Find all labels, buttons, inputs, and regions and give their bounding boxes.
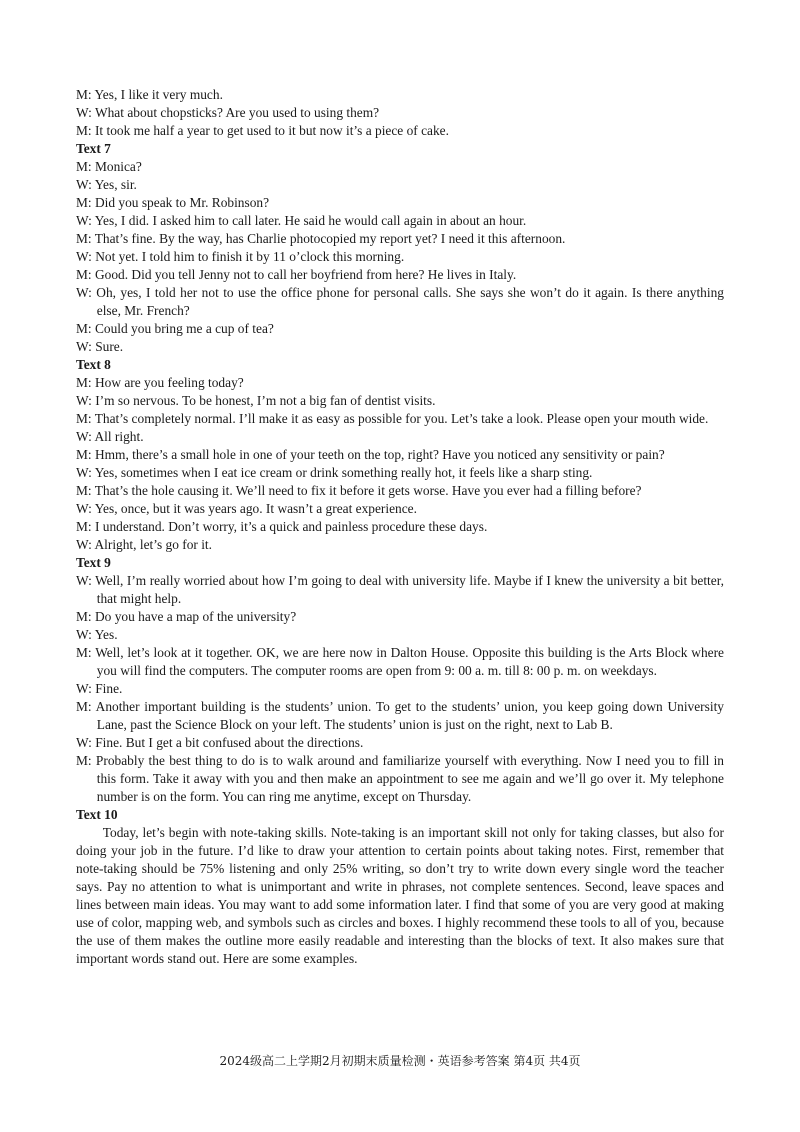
dialogue-line: M: I understand. Don’t worry, it’s a quick and painless procedure these days. (76, 519, 488, 534)
dialogue-line: M: Did you speak to Mr. Robinson? (76, 195, 270, 210)
document-body (76, 86, 724, 968)
dialogue-line: W: Alright, let’s go for it. (76, 537, 212, 552)
dialogue-line: W: Yes, sometimes when I eat ice cream or drink something really hot, it feels like a sharp sting. (76, 465, 593, 480)
dialogue-line: W: What about chopsticks? Are you used to using them? (76, 105, 380, 120)
section-heading-text-10: Text 10 (76, 807, 118, 822)
dialogue-line: W: Fine. (76, 681, 123, 696)
dialogue-line: M: Probably the best thing to do is to walk around and familiarize yourself with everything. Now I need you to fill in this form. Take it away with you and then make an appointment to see me again and we’ll go over it. My telephone number is on the form. You can ring me anytime, except on Thursday. (76, 753, 724, 804)
dialogue-line: M: Monica? (76, 159, 142, 174)
dialogue-line: W: Well, I’m really worried about how I’m going to deal with university life. Maybe if I knew the university a bit better, that might help. (76, 573, 724, 606)
dialogue-line: M: Could you bring me a cup of tea? (76, 321, 274, 336)
dialogue-line: M: Good. Did you tell Jenny not to call her boyfriend from here? He lives in Italy. (76, 267, 517, 282)
dialogue-line: M: Well, let’s look at it together. OK, we are here now in Dalton House. Opposite this building is the Arts Block where you will find the computers. The computer rooms are open from 9: 00 a. m. till 8: 00 p. m. on weekdays. (76, 645, 724, 678)
monologue-paragraph: Today, let’s begin with note-taking skills. Note-taking is an important skill not only for taking classes, but also for doing your job in the future. I’d like to draw your attention to certain points about taking notes. First, remember that note-taking should be 75% listening and only 25% writing, so don’t try to write down every single word the teacher says. Pay no attention to what is unimportant and write in phrases, not complete sentences. Second, leave spaces and lines between main ideas. You may want to add some information later. I find that some of you are very good at making use of color, mapping web, and symbols such as circles and boxes. I highly recommend these tools to all of you, because the use of them makes the outline more easily readable and interesting than the blocks of text. It also makes sure that important words stand out. Here are some examples. (76, 825, 724, 966)
dialogue-line: W: Not yet. I told him to finish it by 11 o’clock this morning. (76, 249, 405, 264)
dialogue-line: M: Another important building is the students’ union. To get to the students’ union, you keep going down University Lane, past the Science Block on your left. The students’ union is just on the right, next to Lab B. (76, 699, 724, 732)
section-heading-text-8: Text 8 (76, 357, 111, 372)
section-heading-text-7: Text 7 (76, 141, 111, 156)
dialogue-line: W: Yes. (76, 627, 118, 642)
dialogue-line: M: That’s the hole causing it. We’ll need to fix it before it gets worse. Have you ever had a filling before? (76, 483, 642, 498)
dialogue-line: M: How are you feeling today? (76, 375, 244, 390)
dialogue-line: W: Oh, yes, I told her not to use the office phone for personal calls. She says she won’t do it again. Is there anything else, Mr. French? (76, 285, 724, 318)
dialogue-line: M: It took me half a year to get used to it but now it’s a piece of cake. (76, 123, 449, 138)
dialogue-line: W: Fine. But I get a bit confused about the directions. (76, 735, 364, 750)
dialogue-line: W: Sure. (76, 339, 124, 354)
page-footer: 2024级高二上学期2月初期末质量检测・英语参考答案 第4页 共4页 (219, 1054, 581, 1068)
dialogue-line: M: Do you have a map of the university? (76, 609, 297, 624)
dialogue-line: W: Yes, I did. I asked him to call later. He said he would call again in about an hour. (76, 213, 527, 228)
dialogue-line: W: I’m so nervous. To be honest, I’m not a big fan of dentist visits. (76, 393, 436, 408)
dialogue-line: W: Yes, sir. (76, 177, 137, 192)
dialogue-line: M: Hmm, there’s a small hole in one of your teeth on the top, right? Have you noticed any sensitivity or pain? (76, 447, 665, 462)
dialogue-line: W: Yes, once, but it was years ago. It wasn’t a great experience. (76, 501, 417, 516)
section-heading-text-9: Text 9 (76, 555, 111, 570)
dialogue-line: M: Yes, I like it very much. (76, 87, 223, 102)
dialogue-line: M: That’s fine. By the way, has Charlie photocopied my report yet? I need it this afternoon. (76, 231, 566, 246)
dialogue-line: M: That’s completely normal. I’ll make it as easy as possible for you. Let’s take a look. Please open your mouth wide. (76, 411, 709, 426)
dialogue-line: W: All right. (76, 429, 144, 444)
